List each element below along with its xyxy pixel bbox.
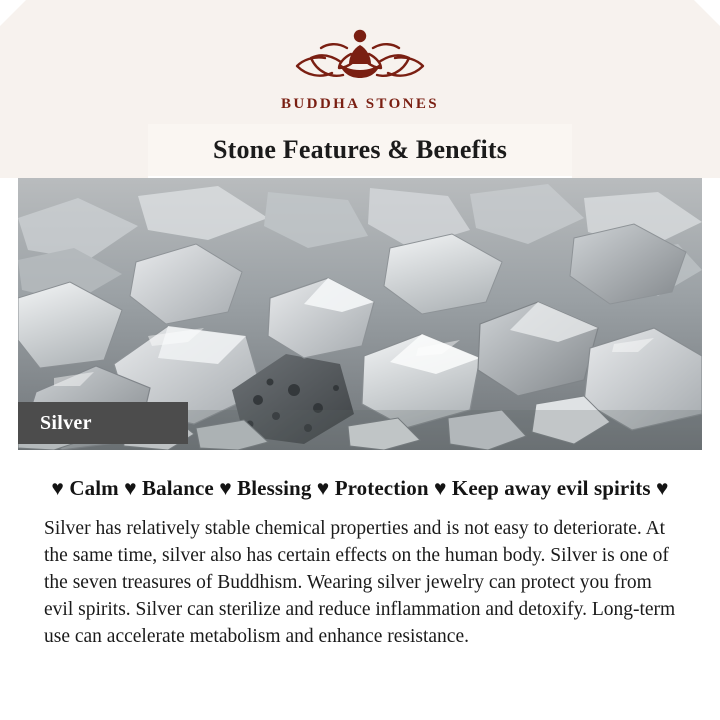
page-title: Stone Features & Benefits bbox=[212, 135, 508, 164]
stone-name: Silver bbox=[40, 411, 92, 434]
frame-edge-right bbox=[702, 178, 720, 720]
frame-edge-left bbox=[0, 178, 18, 720]
lotus-meditation-icon bbox=[285, 18, 435, 92]
frame-edge-bottom bbox=[0, 662, 720, 720]
brand-block bbox=[0, 18, 720, 113]
benefit-keywords: ♥ Calm ♥ Balance ♥ Blessing ♥ Protection ♥ Keep away evil spirits ♥ bbox=[51, 476, 669, 500]
stone-name-caption bbox=[18, 402, 188, 444]
benefits-block bbox=[18, 450, 702, 662]
stone-description: Silver has relatively stable chemical properties and is not easy to deteriorate. At the same time, silver also has certain effects on the human body. Silver is one of the seven treasures of Buddhism. Wearing silver jewelry can protect you from evil spirits. Silver can sterilize and reduce inflammation and detoxify. Long-term use can accelerate metabolism and enhance resistance. bbox=[44, 518, 676, 647]
brand-name: BUDDHA STONES bbox=[280, 96, 440, 112]
section-title-bar bbox=[148, 124, 572, 179]
